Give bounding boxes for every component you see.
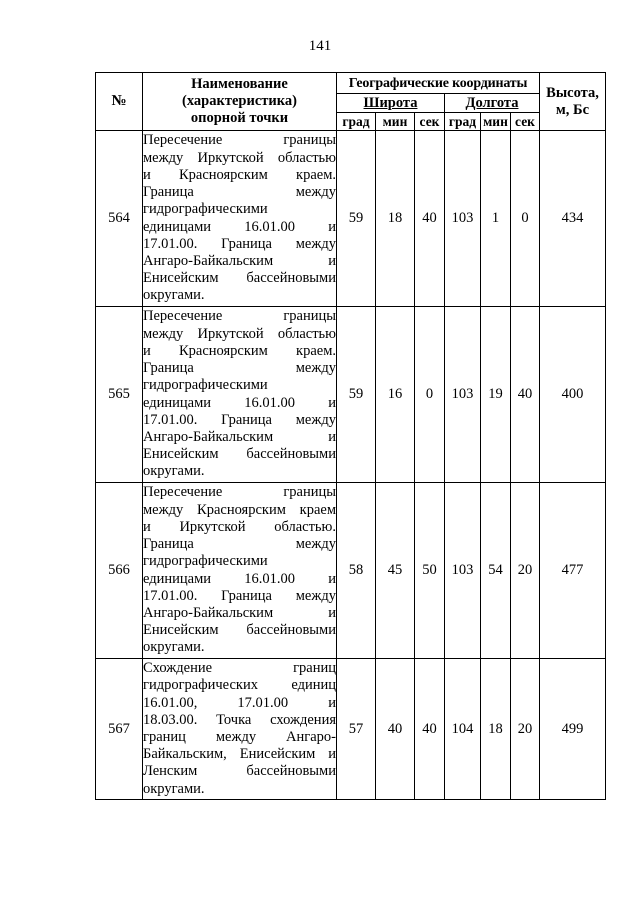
desc-line: Ангаро-Байкальским и	[143, 252, 336, 269]
lon-sec: 40	[511, 307, 540, 483]
desc-line: Байкальским, Енисейским и	[143, 746, 336, 763]
header-lon-sec: сек	[511, 113, 540, 131]
lat-min: 18	[376, 131, 415, 307]
row-number: 565	[96, 307, 143, 483]
lat-sec: 40	[415, 131, 445, 307]
desc-line: и Красноярским краем.	[143, 166, 336, 183]
row-description	[143, 307, 337, 483]
desc-line: Пересечение границы	[143, 308, 336, 325]
desc-line: единицами 16.01.00 и	[143, 218, 336, 235]
header-geo-coordinates: Географические координаты	[337, 73, 540, 94]
desc-line: и Красноярским краем.	[143, 342, 336, 359]
lon-deg: 103	[445, 483, 481, 659]
header-lat-min: мин	[376, 113, 415, 131]
page-number: 141	[308, 38, 332, 54]
desc-line: Ленским бассейновыми	[143, 763, 336, 780]
desc-line: Енисейским бассейновыми	[143, 270, 336, 287]
desc-line: округами.	[143, 780, 205, 797]
table-row	[96, 483, 606, 659]
desc-line: округами.	[143, 287, 205, 304]
desc-line: Граница между	[143, 360, 336, 377]
desc-line: и Иркутской областью.	[143, 518, 336, 535]
desc-line: единицами 16.01.00 и	[143, 570, 336, 587]
height-value: 400	[540, 307, 606, 483]
lat-sec: 40	[415, 659, 445, 800]
lon-deg: 104	[445, 659, 481, 800]
lon-sec: 0	[511, 131, 540, 307]
desc-line: Пересечение границы	[143, 484, 336, 501]
header-lon-deg: град	[445, 113, 481, 131]
desc-line: гидрографическими	[143, 201, 268, 218]
desc-line: гидрографическими	[143, 553, 268, 570]
header-height-line-1: Высота,	[546, 84, 599, 101]
header-latitude: Широта	[337, 94, 445, 113]
lon-min: 19	[481, 307, 511, 483]
desc-line: между Иркутской областью	[143, 325, 336, 342]
desc-line: Граница между	[143, 536, 336, 553]
header-longitude: Долгота	[445, 94, 540, 113]
desc-line: границ между Ангаро-	[143, 729, 336, 745]
lat-deg: 59	[337, 307, 376, 483]
desc-line: Енисейским бассейновыми	[143, 622, 336, 639]
header-name-line-3: опорной точки	[190, 110, 289, 126]
desc-line: Схождение границ	[143, 660, 336, 677]
header-lat-deg: град	[337, 113, 376, 131]
desc-line: 16.01.00, 17.01.00 и	[143, 694, 336, 711]
row-description	[143, 483, 337, 659]
desc-line: 17.01.00. Граница между	[143, 411, 336, 428]
height-value: 477	[540, 483, 606, 659]
lat-deg: 58	[337, 483, 376, 659]
desc-line: между Красноярским краем	[143, 501, 336, 518]
row-number: 564	[96, 131, 143, 307]
desc-line: 17.01.00. Граница между	[143, 587, 336, 604]
header-lon-min: мин	[481, 113, 511, 131]
lon-deg: 103	[445, 131, 481, 307]
table-row	[96, 131, 606, 307]
row-description	[143, 659, 337, 800]
table-row	[96, 659, 606, 800]
table-row	[96, 307, 606, 483]
lat-min: 45	[376, 483, 415, 659]
lat-deg: 57	[337, 659, 376, 800]
header-height	[540, 73, 606, 131]
lon-sec: 20	[511, 659, 540, 800]
coordinates-table	[95, 72, 606, 800]
desc-line: округами.	[143, 639, 205, 656]
desc-line: единицами 16.01.00 и	[143, 394, 336, 411]
lon-min: 54	[481, 483, 511, 659]
desc-line: гидрографических единиц	[143, 677, 336, 694]
lat-sec: 50	[415, 483, 445, 659]
lat-min: 40	[376, 659, 415, 800]
desc-line: 18.03.00. Точка схождения	[143, 711, 336, 728]
lon-min: 18	[481, 659, 511, 800]
height-value: 434	[540, 131, 606, 307]
row-number: 566	[96, 483, 143, 659]
lat-deg: 59	[337, 131, 376, 307]
desc-line: 17.01.00. Граница между	[143, 235, 336, 252]
desc-line: Пересечение границы	[143, 132, 336, 149]
lon-sec: 20	[511, 483, 540, 659]
lat-min: 16	[376, 307, 415, 483]
desc-line: Ангаро-Байкальским и	[143, 428, 336, 445]
header-name	[143, 73, 337, 131]
desc-line: гидрографическими	[143, 377, 268, 394]
desc-line: между Иркутской областью	[143, 149, 336, 166]
lon-deg: 103	[445, 307, 481, 483]
desc-line: Енисейским бассейновыми	[143, 446, 336, 463]
header-name-line-1: Наименование	[191, 76, 288, 92]
height-value: 499	[540, 659, 606, 800]
header-name-line-2: (характеристика)	[182, 93, 297, 109]
header-lat-sec: сек	[415, 113, 445, 131]
row-number: 567	[96, 659, 143, 800]
desc-line: Ангаро-Байкальским и	[143, 604, 336, 621]
row-description	[143, 131, 337, 307]
desc-line: округами.	[143, 463, 205, 480]
lat-sec: 0	[415, 307, 445, 483]
header-number: №	[96, 73, 143, 131]
desc-line: Граница между	[143, 184, 336, 201]
header-height-line-2: м, Бс	[555, 101, 590, 118]
lon-min: 1	[481, 131, 511, 307]
